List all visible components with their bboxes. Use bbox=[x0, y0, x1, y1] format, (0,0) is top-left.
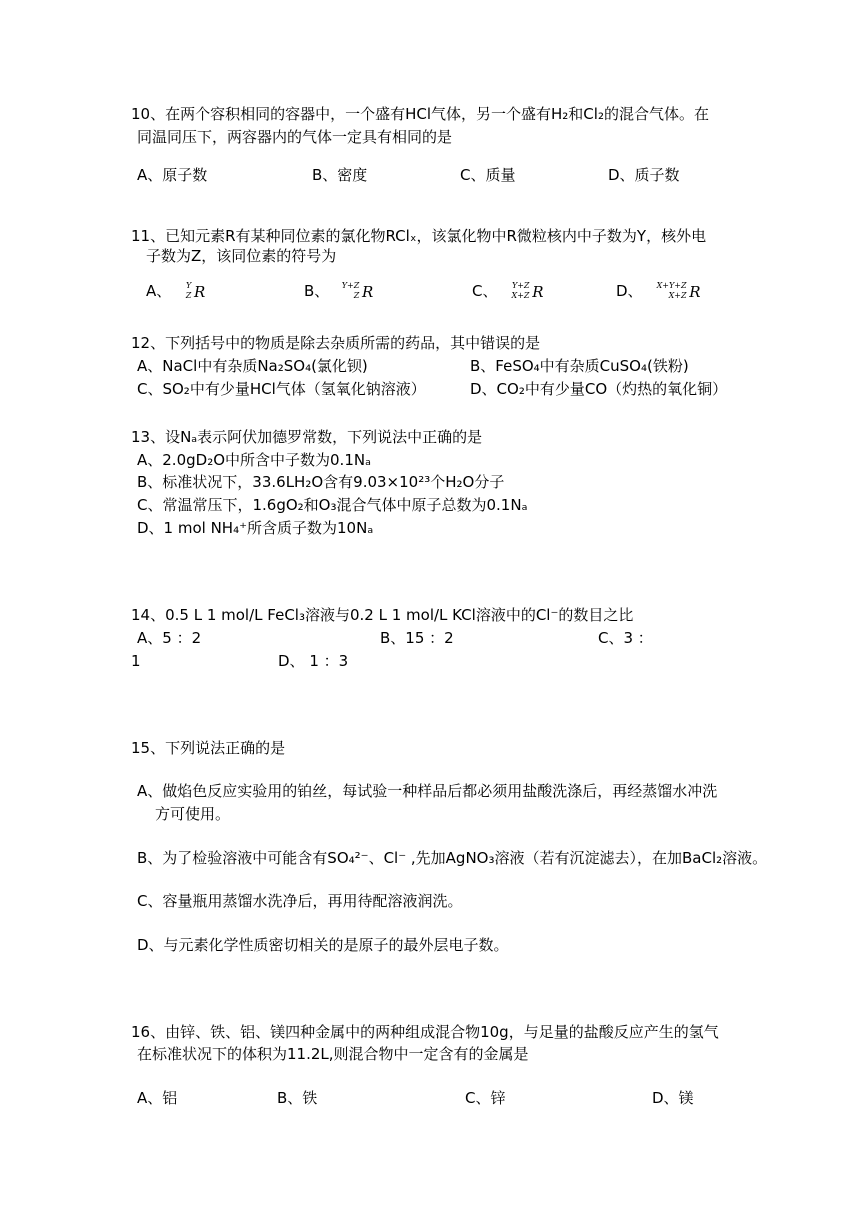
question-14-stem: 14、0.5 L 1 mol/L FeCl₃溶液与0.2 L 1 mol/L KCl溶液中的Cl⁻的数目之比 bbox=[131, 606, 634, 624]
option-d-label: D、 bbox=[616, 282, 643, 300]
question-15-option-c: C、容量瓶用蒸馏水洗净后，再用待配溶液润洗。 bbox=[137, 892, 463, 910]
option-c-label: C、 bbox=[472, 282, 498, 300]
question-14-option-b: B、15 ：2 bbox=[380, 629, 454, 647]
question-16-option-b: B、铁 bbox=[277, 1089, 318, 1107]
atomic-number: X+Z bbox=[511, 290, 530, 300]
question-16-option-d: D、镁 bbox=[652, 1089, 694, 1107]
question-10-option-c: C、质量 bbox=[460, 166, 516, 184]
question-14-option-c-part1: C、3 ： bbox=[598, 629, 653, 647]
question-15-option-a-line1: A、做焰色反应实验用的铂丝，每试验一种样品后都必须用盐酸洗涤后，再经蒸馏水冲洗 bbox=[137, 782, 718, 800]
question-10-stem-line1: 10、在两个容积相同的容器中，一个盛有HCl气体，另一个盛有H₂和Cl₂的混合气体。在 bbox=[131, 105, 709, 123]
isotope-symbol-b bbox=[329, 279, 373, 305]
question-11-option-b bbox=[304, 278, 373, 305]
option-b-label: B、 bbox=[304, 282, 330, 300]
question-10-option-a: A、原子数 bbox=[137, 166, 208, 184]
mass-number: Y+Z bbox=[511, 280, 530, 290]
question-16-stem-line2: 在标准状况下的体积为11.2L,则混合物中一定含有的金属是 bbox=[137, 1045, 529, 1063]
question-12-option-a: A、NaCl中有杂质Na₂SO₄(氯化钡) bbox=[137, 357, 368, 375]
question-10-option-b: B、密度 bbox=[312, 166, 368, 184]
question-11-stem-line2: 子数为Z，该同位素的符号为 bbox=[146, 247, 337, 265]
question-10-option-d: D、质子数 bbox=[608, 166, 680, 184]
question-13-option-a: A、2.0gD₂O中所含中子数为0.1Nₐ bbox=[137, 451, 371, 469]
question-12-stem: 12、下列括号中的物质是除去杂质所需的药品，其中错误的是 bbox=[131, 334, 541, 352]
question-15-option-a-line2: 方可使用。 bbox=[155, 805, 231, 823]
question-16-stem-line1: 16、由锌、铁、铝、镁四种金属中的两种组成混合物10g，与足量的盐酸反应产生的氢气 bbox=[131, 1023, 719, 1041]
element-symbol: R bbox=[532, 282, 544, 301]
question-12-option-c: C、SO₂中有少量HCl气体（氢氧化钠溶液） bbox=[137, 380, 426, 398]
option-a-label: A、 bbox=[146, 282, 172, 300]
question-13-option-b: B、标准状况下，33.6LH₂O含有9.03×10²³个H₂O分子 bbox=[137, 473, 505, 491]
question-11-option-d bbox=[616, 278, 701, 305]
atomic-number: X+Z bbox=[668, 290, 687, 300]
question-11-stem-line1: 11、已知元素R有某种同位素的氯化物RClₓ，该氯化物中R微粒核内中子数为Y，核外电 bbox=[131, 227, 707, 245]
isotope-symbol-d bbox=[643, 279, 701, 305]
question-13-stem: 13、设Nₐ表示阿伏加德罗常数，下列说法中正确的是 bbox=[131, 428, 483, 446]
question-15-stem: 15、下列说法正确的是 bbox=[131, 739, 286, 757]
isotope-symbol-a bbox=[171, 279, 205, 305]
element-symbol: R bbox=[362, 282, 374, 301]
question-14-option-d: D、 1 ：3 bbox=[278, 652, 349, 670]
question-16-option-c: C、锌 bbox=[465, 1089, 506, 1107]
atomic-number: Z bbox=[185, 290, 192, 300]
mass-number: X+Y+Z bbox=[656, 280, 687, 290]
mass-number: Y+Z bbox=[341, 280, 360, 290]
question-14-option-c-part2: 1 bbox=[131, 652, 141, 670]
atomic-number: Z bbox=[353, 290, 360, 300]
isotope-symbol-c bbox=[497, 279, 543, 305]
question-15-option-b: B、为了检验溶液中可能含有SO₄²⁻、Cl⁻ ,先加AgNO₃溶液（若有沉淀滤去），在加BaCl₂溶液。 bbox=[137, 849, 768, 867]
question-14-option-a: A、5 ：2 bbox=[137, 629, 202, 647]
question-11-option-a bbox=[146, 278, 205, 305]
question-10-stem-line2: 同温同压下，两容器内的气体一定具有相同的是 bbox=[137, 128, 453, 146]
element-symbol: R bbox=[689, 282, 701, 301]
question-16-option-a: A、铝 bbox=[137, 1089, 178, 1107]
mass-number: Y bbox=[185, 280, 192, 290]
question-13-option-c: C、常温常压下，1.6gO₂和O₃混合气体中原子总数为0.1Nₐ bbox=[137, 496, 528, 514]
element-symbol: R bbox=[193, 282, 206, 301]
question-11-option-c bbox=[472, 278, 543, 305]
question-15-option-d: D、与元素化学性质密切相关的是原子的最外层电子数。 bbox=[137, 936, 509, 954]
question-13-option-d: D、1 mol NH₄⁺所含质子数为10Nₐ bbox=[137, 519, 374, 537]
question-12-option-b: B、FeSO₄中有杂质CuSO₄(铁粉) bbox=[470, 357, 689, 375]
question-12-option-d: D、CO₂中有少量CO（灼热的氧化铜） bbox=[470, 380, 728, 398]
